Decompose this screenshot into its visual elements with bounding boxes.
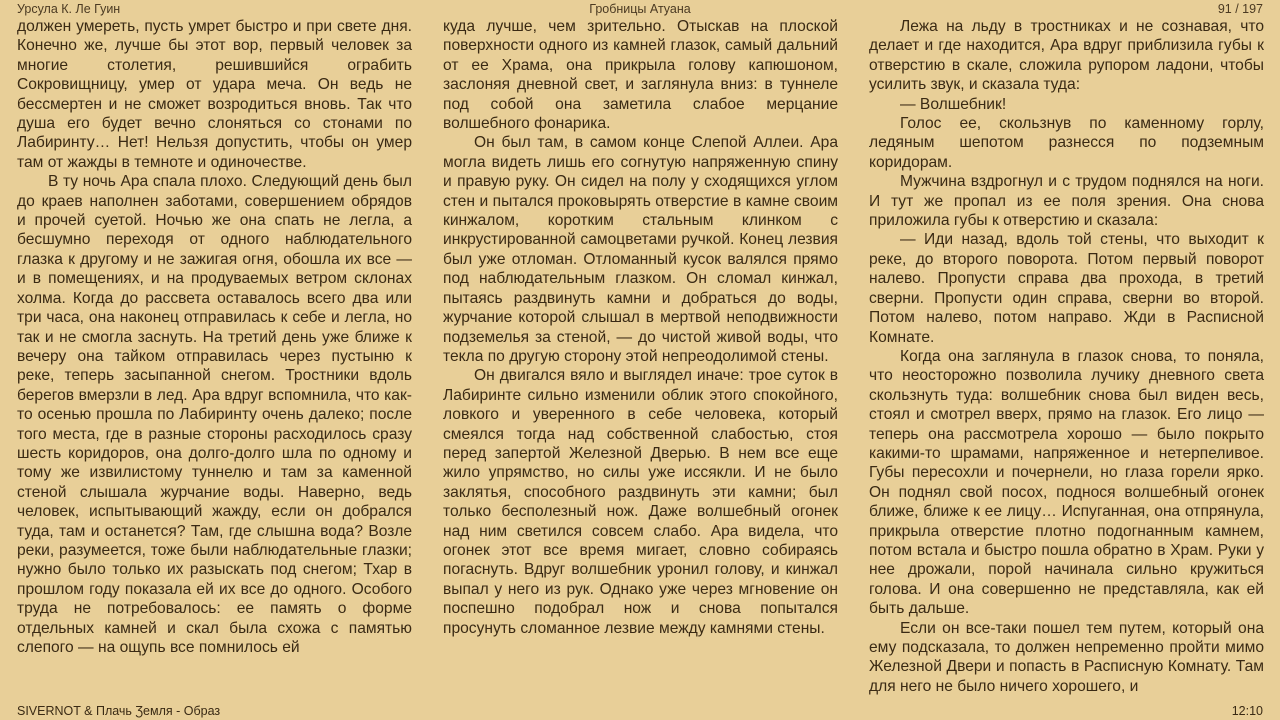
- clock: 12:10: [1231, 704, 1263, 718]
- paragraph: Если он все-таки пошел тем путем, который она ему подсказала, то должен непременно пройти мимо Железной Двери и попасть в Расписную Комнату. Там для него не было ничего хорошего, и: [869, 619, 1264, 695]
- paragraph: Когда она заглянула в глазок снова, то поняла, что неосторожно позволила лучику дневного света скользнуть туда: волшебник снова был виден весь, стоял и смотрел вверх, прямо на глазок. Его лицо — теперь она рассмотрела хорошо — было покрыто какими-то шрамами, напряженное и нетерпеливое. Губы пересохли и почернели, но глаза горели ярко. Он поднял свой посох, поднося волшебный огонек ближе, ближе к ее лицу… Испуганная, она отпрянула, прикрыла отверстие плотно подогнанным камнем, потом встала и быстро пошла обратно в Храм. Руки у нее дрожали, порой начинала сильно кружиться голова. И она совершенно не представляла, как ей быть дальше.: [869, 347, 1264, 618]
- paragraph: куда лучше, чем зрительно. Отыскав на плоской поверхности одного из камней глазок, самый дальний от ее Храма, она прикрыла голову капюшоном, заслоняя дневной свет, и заглянула вниз: в туннеле под собой она заметила слабое мерцание волшебного фонарика.: [443, 18, 838, 133]
- page-indicator: 91 / 197: [1217, 2, 1263, 16]
- text-column-2[interactable]: [443, 17, 838, 638]
- paragraph: должен умереть, пусть умрет быстро и при свете дня. Конечно же, лучше бы этот вор, первый человек за многие столетия, решившийся ограбить Сокровищницу, умер от удара меча. Он ведь не бессмертен и не сможет возродиться вновь. Так что душа его будет вечно слоняться со стонами по Лабиринту… Нет! Нельзя допустить, чтобы он умер там от жажды в темноте и одиночестве.: [17, 18, 412, 171]
- now-playing-status: SIVERNOT & Плачь Ʒемля - Образ: [17, 704, 221, 718]
- paragraph: В ту ночь Ара спала плохо. Следующий день был до краев наполнен заботами, совершением обрядов и прочей суетой. Ночью же она спать не легла, а бесшумно переходя от одного наблюдательного глазка к другому и не зажигая огня, обошла их все — и в помещениях, и на продуваемых ветром склонах холма. Когда до рассвета оставалось всего два или три часа, она наконец отправилась к себе и легла, но так и не смогла заснуть. На третий день уже ближе к вечеру она тайком отправилась через пустыню к реке, теперь засыпанной снегом. Тростники вдоль берегов вмерзли в лед. Ара вдруг вспомнила, что как-то осенью прошла по Лабиринту очень далеко; после того места, где в разные стороны расходилось сразу шесть коридоров, она долго-долго шла по одному и тому же извилистому туннелю и там за каменной стеной слышала журчание воды. Наверно, ведь человек, испытывающий жажду, если он добрался туда, там и останется? Там, где слышна вода? Возле реки, разумеется, тоже были наблюдательные глазки; нужно было только их разыскать под снегом; Тхар в прошлом году показала ей их все до одного. Особого труда не потребовалось: ее память о форме отдельных камней и скал была схожа с памятью слепого — на ощупь все помнилось ей: [17, 173, 412, 656]
- paragraph: Голос ее, скользнув по каменному горлу, ледяным шепотом разнесся по подземным коридорам.: [869, 115, 1264, 171]
- paragraph: — Иди назад, вдоль той стены, что выходит к реке, до второго поворота. Потом первый поворот налево. Пропусти справа два прохода, в третий сверни. Пропусти один справа, сверни во второй. Потом налево, потом направо. Жди в Расписной Комнате.: [869, 231, 1264, 346]
- text-column-3[interactable]: [869, 17, 1264, 696]
- book-title: Гробницы Атуана: [589, 2, 691, 16]
- book-author: Урсула К. Ле Гуин: [17, 2, 121, 16]
- paragraph: Мужчина вздрогнул и с трудом поднялся на ноги. И тут же пропал из ее поля зрения. Она снова приложила губы к отверстию и сказала:: [869, 173, 1264, 230]
- paragraph: — Волшебник!: [900, 95, 1007, 113]
- paragraph: Лежа на льду в тростниках и не сознавая, что делает и где находится, Ара вдруг приблизила губы к отверстию в скале, сложила рупором ладони, чтобы усилить звук, и сказала туда:: [869, 18, 1264, 94]
- text-column-1[interactable]: [17, 17, 412, 657]
- paragraph: Он был там, в самом конце Слепой Аллеи. Ара могла видеть лишь его согнутую напряженную спину и правую руку. Он сидел на полу у сходящихся углом стен и пытался проковырять отверстие в камне своим кинжалом, коротким стальным клинком с инкрустированной самоцветами ручкой. Конец лезвия был уже отломан. Отломанный кусок валялся прямо под наблюдательным глазком. Он сломал кинжал, пытаясь раздвинуть камни и добраться до воды, журчание которой слышал в мертвой неподвижности подземелья за стеной, — до чистой живой воды, что текла по другую сторону этой непреодолимой стены.: [443, 134, 838, 365]
- paragraph: Он двигался вяло и выглядел иначе: трое суток в Лабиринте сильно изменили облик этого спокойного, ловкого и уверенного в себе человека, который смеялся тогда над собственной слабостью, стоя перед запертой Железной Дверью. В нем все еще жило упрямство, но силы уже иссякли. И не было заклятья, способного раздвинуть эти камни; был только бесполезный нож. Даже волшебный огонек над ним светился совсем слабо. Ара видела, что огонек этот все время мигает, словно собираясь погаснуть. Вдруг волшебник уронил голову, и кинжал выпал у него из рук. Однако уже через мгновение он поспешно подобрал нож и снова попытался просунуть сломанное лезвие между камнями стены.: [443, 367, 838, 637]
